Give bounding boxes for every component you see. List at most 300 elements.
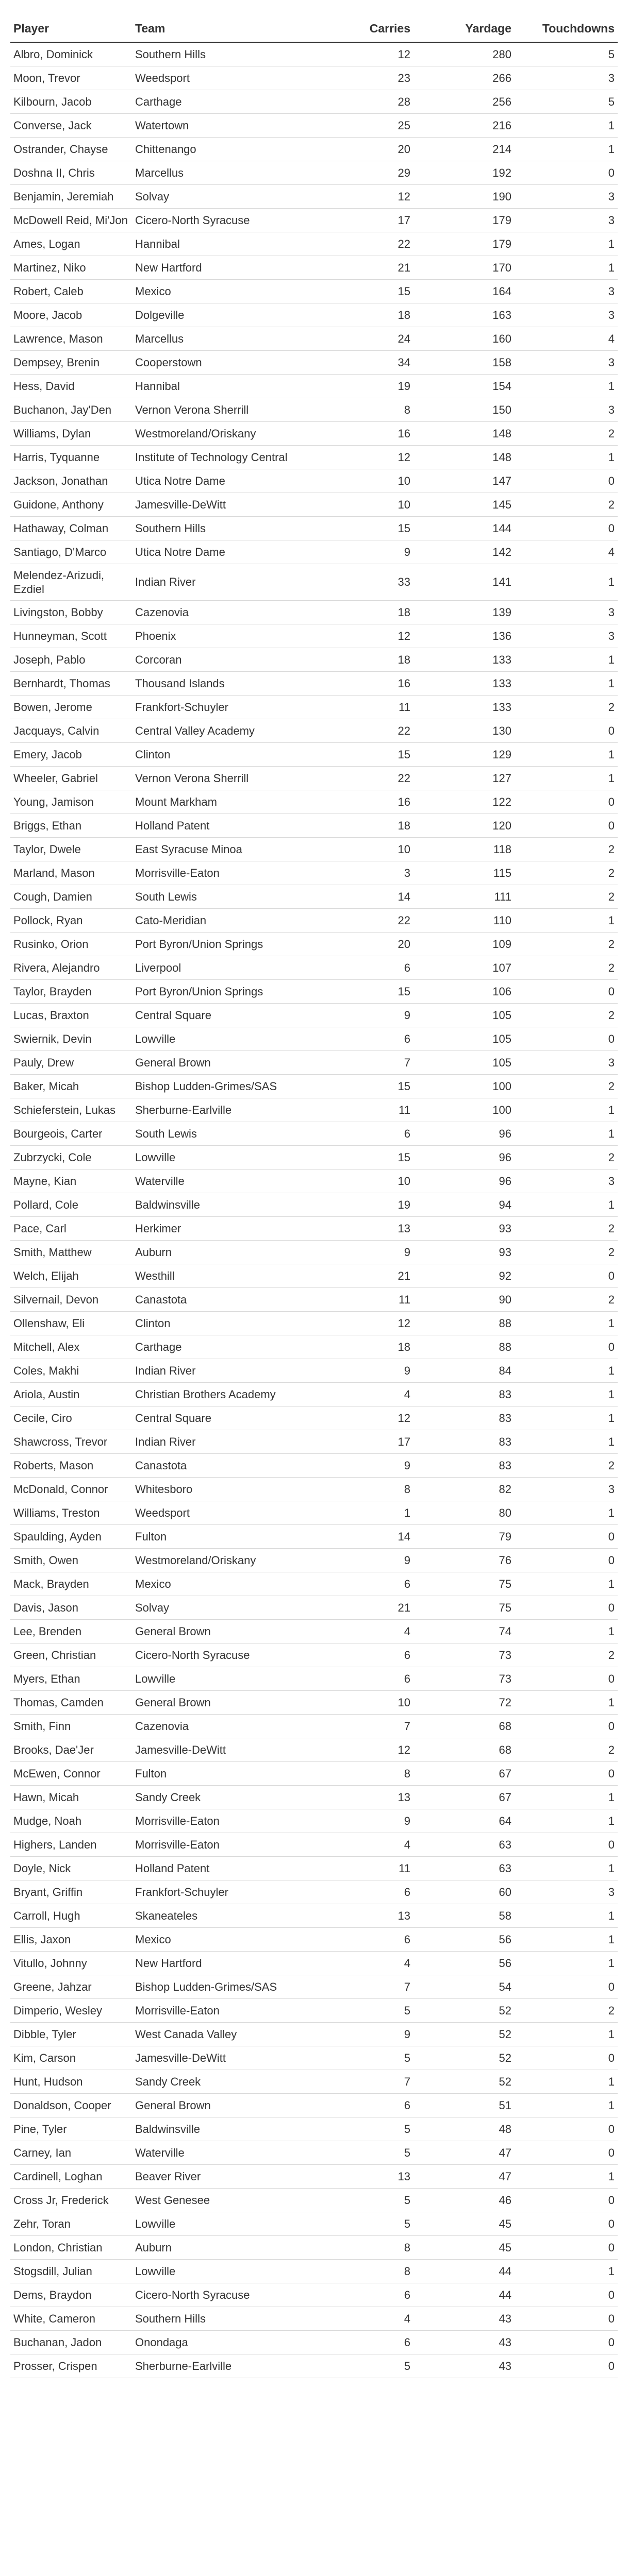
cell-player: Lucas, Braxton — [10, 1003, 132, 1027]
cell-team: Watertown — [132, 113, 295, 137]
table-row — [10, 2283, 618, 2307]
cell-touchdowns: 1 — [515, 1382, 618, 1406]
cell-carries: 34 — [295, 350, 413, 374]
table-row — [10, 1785, 618, 1809]
cell-player: Martinez, Niko — [10, 256, 132, 279]
cell-touchdowns: 1 — [515, 1406, 618, 1430]
table-row — [10, 2022, 618, 2046]
cell-player: Thomas, Camden — [10, 1690, 132, 1714]
cell-yardage: 75 — [413, 1596, 515, 1619]
cell-yardage: 79 — [413, 1524, 515, 1548]
cell-yardage: 96 — [413, 1145, 515, 1169]
cell-touchdowns: 0 — [515, 1548, 618, 1572]
table-row — [10, 766, 618, 790]
cell-yardage: 133 — [413, 648, 515, 671]
cell-player: Mack, Brayden — [10, 1572, 132, 1596]
table-row — [10, 2046, 618, 2070]
cell-carries: 7 — [295, 1050, 413, 1074]
cell-yardage: 105 — [413, 1050, 515, 1074]
table-row — [10, 1145, 618, 1169]
cell-yardage: 52 — [413, 2046, 515, 2070]
cell-player: London, Christian — [10, 2235, 132, 2259]
cell-touchdowns: 0 — [515, 2354, 618, 2378]
cell-yardage: 105 — [413, 1027, 515, 1050]
cell-player: White, Cameron — [10, 2307, 132, 2330]
table-row — [10, 1264, 618, 1287]
cell-carries: 10 — [295, 1690, 413, 1714]
cell-carries: 6 — [295, 1880, 413, 1904]
cell-team: Port Byron/Union Springs — [132, 932, 295, 956]
cell-touchdowns: 0 — [515, 2235, 618, 2259]
cell-carries: 4 — [295, 1619, 413, 1643]
cell-touchdowns: 0 — [515, 1027, 618, 1050]
cell-touchdowns: 2 — [515, 932, 618, 956]
cell-player: Lee, Brenden — [10, 1619, 132, 1643]
cell-player: Brooks, Dae'Jer — [10, 1738, 132, 1761]
cell-touchdowns: 2 — [515, 837, 618, 861]
cell-yardage: 142 — [413, 540, 515, 564]
cell-team: Hannibal — [132, 232, 295, 256]
cell-yardage: 82 — [413, 1477, 515, 1501]
table-row — [10, 1335, 618, 1359]
cell-yardage: 133 — [413, 671, 515, 695]
cell-yardage: 129 — [413, 742, 515, 766]
cell-team: Fulton — [132, 1761, 295, 1785]
cell-yardage: 93 — [413, 1216, 515, 1240]
cell-touchdowns: 1 — [515, 1690, 618, 1714]
cell-player: Pauly, Drew — [10, 1050, 132, 1074]
cell-carries: 18 — [295, 303, 413, 327]
cell-player: Green, Christian — [10, 1643, 132, 1667]
cell-team: Westhill — [132, 1264, 295, 1287]
cell-touchdowns: 0 — [515, 1975, 618, 1998]
cell-carries: 9 — [295, 1809, 413, 1833]
cell-touchdowns: 5 — [515, 90, 618, 113]
cell-yardage: 164 — [413, 279, 515, 303]
table-row — [10, 624, 618, 648]
cell-yardage: 145 — [413, 493, 515, 516]
cell-touchdowns: 1 — [515, 1856, 618, 1880]
cell-touchdowns: 0 — [515, 516, 618, 540]
cell-touchdowns: 0 — [515, 469, 618, 493]
cell-player: Pollard, Cole — [10, 1193, 132, 1216]
cell-carries: 12 — [295, 624, 413, 648]
table-row — [10, 1359, 618, 1382]
cell-player: Cross Jr, Frederick — [10, 2188, 132, 2212]
cell-touchdowns: 4 — [515, 540, 618, 564]
table-body — [10, 42, 618, 2378]
table-row — [10, 1880, 618, 1904]
table-row — [10, 232, 618, 256]
cell-team: Cicero-North Syracuse — [132, 2283, 295, 2307]
cell-yardage: 118 — [413, 837, 515, 861]
table-row — [10, 113, 618, 137]
cell-carries: 11 — [295, 695, 413, 719]
cell-yardage: 83 — [413, 1430, 515, 1453]
cell-player: Albro, Dominick — [10, 42, 132, 66]
cell-team: Utica Notre Dame — [132, 540, 295, 564]
cell-team: Morrisville-Eaton — [132, 861, 295, 885]
cell-carries: 25 — [295, 113, 413, 137]
header-yardage[interactable]: Yardage — [413, 16, 515, 42]
table-row — [10, 2259, 618, 2283]
cell-player: Cardinell, Loghan — [10, 2164, 132, 2188]
cell-touchdowns: 0 — [515, 1335, 618, 1359]
cell-player: Moore, Jacob — [10, 303, 132, 327]
cell-yardage: 68 — [413, 1738, 515, 1761]
cell-player: Rivera, Alejandro — [10, 956, 132, 979]
cell-yardage: 52 — [413, 1998, 515, 2022]
table-row — [10, 1548, 618, 1572]
cell-touchdowns: 1 — [515, 1572, 618, 1596]
cell-carries: 9 — [295, 1453, 413, 1477]
table-row — [10, 516, 618, 540]
cell-player: Donaldson, Cooper — [10, 2093, 132, 2117]
cell-player: Mudge, Noah — [10, 1809, 132, 1833]
header-team[interactable]: Team — [132, 16, 295, 42]
cell-yardage: 192 — [413, 161, 515, 184]
cell-player: Bourgeois, Carter — [10, 1122, 132, 1145]
cell-carries: 24 — [295, 327, 413, 350]
cell-yardage: 72 — [413, 1690, 515, 1714]
cell-team: Bishop Ludden-Grimes/SAS — [132, 1074, 295, 1098]
cell-player: Moon, Trevor — [10, 66, 132, 90]
cell-team: South Lewis — [132, 885, 295, 908]
table-row — [10, 1122, 618, 1145]
table-row — [10, 90, 618, 113]
table-row — [10, 303, 618, 327]
cell-touchdowns: 3 — [515, 350, 618, 374]
table-row — [10, 1216, 618, 1240]
cell-carries: 9 — [295, 1548, 413, 1572]
cell-team: Dolgeville — [132, 303, 295, 327]
table-row — [10, 2307, 618, 2330]
cell-yardage: 67 — [413, 1761, 515, 1785]
cell-player: Doyle, Nick — [10, 1856, 132, 1880]
cell-carries: 21 — [295, 256, 413, 279]
cell-player: Swiernik, Devin — [10, 1027, 132, 1050]
cell-player: Myers, Ethan — [10, 1667, 132, 1690]
cell-player: Ariola, Austin — [10, 1382, 132, 1406]
cell-carries: 7 — [295, 1975, 413, 1998]
table-row — [10, 1761, 618, 1785]
cell-team: Herkimer — [132, 1216, 295, 1240]
cell-carries: 8 — [295, 2235, 413, 2259]
cell-player: Smith, Matthew — [10, 1240, 132, 1264]
header-row — [10, 16, 618, 42]
header-carries[interactable]: Carries — [295, 16, 413, 42]
table-row — [10, 279, 618, 303]
cell-yardage: 68 — [413, 1714, 515, 1738]
cell-carries: 6 — [295, 1927, 413, 1951]
cell-yardage: 75 — [413, 1572, 515, 1596]
cell-touchdowns: 3 — [515, 1880, 618, 1904]
cell-yardage: 139 — [413, 600, 515, 624]
cell-player: Marland, Mason — [10, 861, 132, 885]
cell-touchdowns: 0 — [515, 979, 618, 1003]
cell-yardage: 190 — [413, 184, 515, 208]
cell-team: Sherburne-Earlville — [132, 1098, 295, 1122]
cell-carries: 13 — [295, 2164, 413, 2188]
cell-team: Hannibal — [132, 374, 295, 398]
cell-player: Jackson, Jonathan — [10, 469, 132, 493]
cell-player: Pine, Tyler — [10, 2117, 132, 2141]
cell-carries: 4 — [295, 1833, 413, 1856]
cell-touchdowns: 1 — [515, 374, 618, 398]
cell-touchdowns: 3 — [515, 1169, 618, 1193]
cell-carries: 4 — [295, 1951, 413, 1975]
cell-touchdowns: 3 — [515, 208, 618, 232]
cell-yardage: 105 — [413, 1003, 515, 1027]
cell-player: Joseph, Pablo — [10, 648, 132, 671]
cell-yardage: 154 — [413, 374, 515, 398]
table-row — [10, 42, 618, 66]
cell-carries: 23 — [295, 66, 413, 90]
cell-team: Holland Patent — [132, 1856, 295, 1880]
cell-yardage: 93 — [413, 1240, 515, 1264]
cell-carries: 9 — [295, 1003, 413, 1027]
table-row — [10, 1453, 618, 1477]
cell-yardage: 52 — [413, 2022, 515, 2046]
table-row — [10, 2330, 618, 2354]
cell-touchdowns: 3 — [515, 66, 618, 90]
cell-touchdowns: 2 — [515, 1998, 618, 2022]
cell-team: Beaver River — [132, 2164, 295, 2188]
cell-yardage: 107 — [413, 956, 515, 979]
table-row — [10, 600, 618, 624]
cell-carries: 18 — [295, 648, 413, 671]
table-row — [10, 1169, 618, 1193]
cell-player: Kim, Carson — [10, 2046, 132, 2070]
cell-touchdowns: 1 — [515, 1311, 618, 1335]
table-row — [10, 1619, 618, 1643]
cell-team: Solvay — [132, 184, 295, 208]
cell-carries: 11 — [295, 1287, 413, 1311]
table-row — [10, 2235, 618, 2259]
cell-touchdowns: 0 — [515, 2212, 618, 2235]
cell-player: Hathaway, Colman — [10, 516, 132, 540]
cell-team: Cazenovia — [132, 600, 295, 624]
cell-team: Whitesboro — [132, 1477, 295, 1501]
cell-player: Bowen, Jerome — [10, 695, 132, 719]
cell-player: Emery, Jacob — [10, 742, 132, 766]
cell-touchdowns: 0 — [515, 2188, 618, 2212]
cell-team: Cicero-North Syracuse — [132, 208, 295, 232]
table-row — [10, 327, 618, 350]
cell-carries: 5 — [295, 2212, 413, 2235]
cell-team: Carthage — [132, 90, 295, 113]
cell-carries: 6 — [295, 2330, 413, 2354]
cell-carries: 19 — [295, 1193, 413, 1216]
cell-touchdowns: 1 — [515, 2259, 618, 2283]
cell-carries: 18 — [295, 814, 413, 837]
cell-team: Jamesville-DeWitt — [132, 493, 295, 516]
cell-carries: 15 — [295, 742, 413, 766]
cell-touchdowns: 2 — [515, 956, 618, 979]
cell-yardage: 133 — [413, 695, 515, 719]
table-row — [10, 184, 618, 208]
cell-carries: 14 — [295, 1524, 413, 1548]
cell-yardage: 179 — [413, 208, 515, 232]
table-row — [10, 2188, 618, 2212]
cell-yardage: 109 — [413, 932, 515, 956]
cell-team: Frankfort-Schuyler — [132, 695, 295, 719]
cell-touchdowns: 2 — [515, 695, 618, 719]
cell-player: Highers, Landen — [10, 1833, 132, 1856]
cell-team: Vernon Verona Sherrill — [132, 398, 295, 421]
table-row — [10, 719, 618, 742]
cell-touchdowns: 1 — [515, 1785, 618, 1809]
cell-team: Vernon Verona Sherrill — [132, 766, 295, 790]
cell-yardage: 92 — [413, 1264, 515, 1287]
cell-touchdowns: 0 — [515, 2330, 618, 2354]
cell-team: Sherburne-Earlville — [132, 2354, 295, 2378]
cell-carries: 5 — [295, 1998, 413, 2022]
cell-player: Greene, Jahzar — [10, 1975, 132, 1998]
cell-yardage: 141 — [413, 564, 515, 600]
table-row — [10, 1074, 618, 1098]
table-row — [10, 695, 618, 719]
cell-team: Fulton — [132, 1524, 295, 1548]
table-row — [10, 1998, 618, 2022]
cell-yardage: 90 — [413, 1287, 515, 1311]
cell-player: Stogsdill, Julian — [10, 2259, 132, 2283]
header-player[interactable]: Player — [10, 16, 132, 42]
cell-player: Hawn, Micah — [10, 1785, 132, 1809]
cell-carries: 6 — [295, 2093, 413, 2117]
cell-team: Mount Markham — [132, 790, 295, 814]
cell-player: Baker, Micah — [10, 1074, 132, 1098]
cell-carries: 12 — [295, 445, 413, 469]
header-touchdowns[interactable]: Touchdowns — [515, 16, 618, 42]
cell-yardage: 56 — [413, 1927, 515, 1951]
cell-team: West Genesee — [132, 2188, 295, 2212]
table-row — [10, 374, 618, 398]
cell-player: Carroll, Hugh — [10, 1904, 132, 1927]
cell-carries: 13 — [295, 1904, 413, 1927]
cell-team: Cazenovia — [132, 1714, 295, 1738]
table-row — [10, 1406, 618, 1430]
cell-yardage: 88 — [413, 1335, 515, 1359]
cell-team: Westmoreland/Oriskany — [132, 1548, 295, 1572]
cell-yardage: 45 — [413, 2212, 515, 2235]
cell-player: Benjamin, Jeremiah — [10, 184, 132, 208]
table-row — [10, 648, 618, 671]
cell-carries: 20 — [295, 137, 413, 161]
cell-carries: 5 — [295, 2046, 413, 2070]
cell-team: New Hartford — [132, 256, 295, 279]
cell-touchdowns: 1 — [515, 766, 618, 790]
cell-yardage: 51 — [413, 2093, 515, 2117]
cell-team: Indian River — [132, 1430, 295, 1453]
cell-carries: 28 — [295, 90, 413, 113]
cell-carries: 1 — [295, 1501, 413, 1524]
table-row — [10, 1524, 618, 1548]
cell-touchdowns: 1 — [515, 113, 618, 137]
cell-touchdowns: 2 — [515, 1145, 618, 1169]
table-row — [10, 1501, 618, 1524]
cell-touchdowns: 4 — [515, 327, 618, 350]
cell-touchdowns: 5 — [515, 42, 618, 66]
cell-carries: 6 — [295, 1667, 413, 1690]
table-row — [10, 1951, 618, 1975]
cell-carries: 22 — [295, 719, 413, 742]
cell-player: Smith, Finn — [10, 1714, 132, 1738]
cell-team: Liverpool — [132, 956, 295, 979]
cell-carries: 18 — [295, 600, 413, 624]
table-row — [10, 1738, 618, 1761]
table-row — [10, 493, 618, 516]
cell-player: Cough, Damien — [10, 885, 132, 908]
cell-yardage: 170 — [413, 256, 515, 279]
cell-team: Waterville — [132, 2141, 295, 2164]
table-row — [10, 1477, 618, 1501]
cell-carries: 6 — [295, 1572, 413, 1596]
cell-touchdowns: 0 — [515, 1761, 618, 1785]
cell-touchdowns: 0 — [515, 2046, 618, 2070]
cell-player: Wheeler, Gabriel — [10, 766, 132, 790]
cell-touchdowns: 1 — [515, 2093, 618, 2117]
cell-player: Mayne, Kian — [10, 1169, 132, 1193]
cell-touchdowns: 1 — [515, 1359, 618, 1382]
cell-yardage: 44 — [413, 2259, 515, 2283]
cell-touchdowns: 1 — [515, 2022, 618, 2046]
cell-team: Waterville — [132, 1169, 295, 1193]
cell-team: General Brown — [132, 1619, 295, 1643]
table-row — [10, 1287, 618, 1311]
cell-yardage: 150 — [413, 398, 515, 421]
cell-player: Dempsey, Brenin — [10, 350, 132, 374]
cell-team: Institute of Technology Central — [132, 445, 295, 469]
table-row — [10, 1975, 618, 1998]
table-row — [10, 1311, 618, 1335]
cell-touchdowns: 1 — [515, 671, 618, 695]
cell-touchdowns: 2 — [515, 1074, 618, 1098]
cell-yardage: 266 — [413, 66, 515, 90]
cell-touchdowns: 0 — [515, 161, 618, 184]
cell-team: Marcellus — [132, 161, 295, 184]
cell-carries: 15 — [295, 979, 413, 1003]
cell-team: Lowville — [132, 2259, 295, 2283]
cell-player: Hunt, Hudson — [10, 2070, 132, 2093]
table-row — [10, 814, 618, 837]
cell-carries: 10 — [295, 493, 413, 516]
table-row — [10, 2354, 618, 2378]
cell-touchdowns: 1 — [515, 742, 618, 766]
cell-touchdowns: 1 — [515, 137, 618, 161]
table-row — [10, 1667, 618, 1690]
cell-team: Clinton — [132, 742, 295, 766]
cell-team: Port Byron/Union Springs — [132, 979, 295, 1003]
cell-player: Coles, Makhi — [10, 1359, 132, 1382]
cell-yardage: 76 — [413, 1548, 515, 1572]
cell-yardage: 148 — [413, 445, 515, 469]
cell-yardage: 58 — [413, 1904, 515, 1927]
cell-carries: 8 — [295, 1477, 413, 1501]
cell-touchdowns: 3 — [515, 600, 618, 624]
cell-team: Baldwinsville — [132, 1193, 295, 1216]
cell-team: Southern Hills — [132, 516, 295, 540]
cell-team: Central Valley Academy — [132, 719, 295, 742]
cell-carries: 3 — [295, 861, 413, 885]
cell-touchdowns: 1 — [515, 445, 618, 469]
table-row — [10, 956, 618, 979]
table-row — [10, 742, 618, 766]
cell-player: Livingston, Bobby — [10, 600, 132, 624]
cell-carries: 21 — [295, 1264, 413, 1287]
table-row — [10, 1240, 618, 1264]
cell-team: Weedsport — [132, 66, 295, 90]
